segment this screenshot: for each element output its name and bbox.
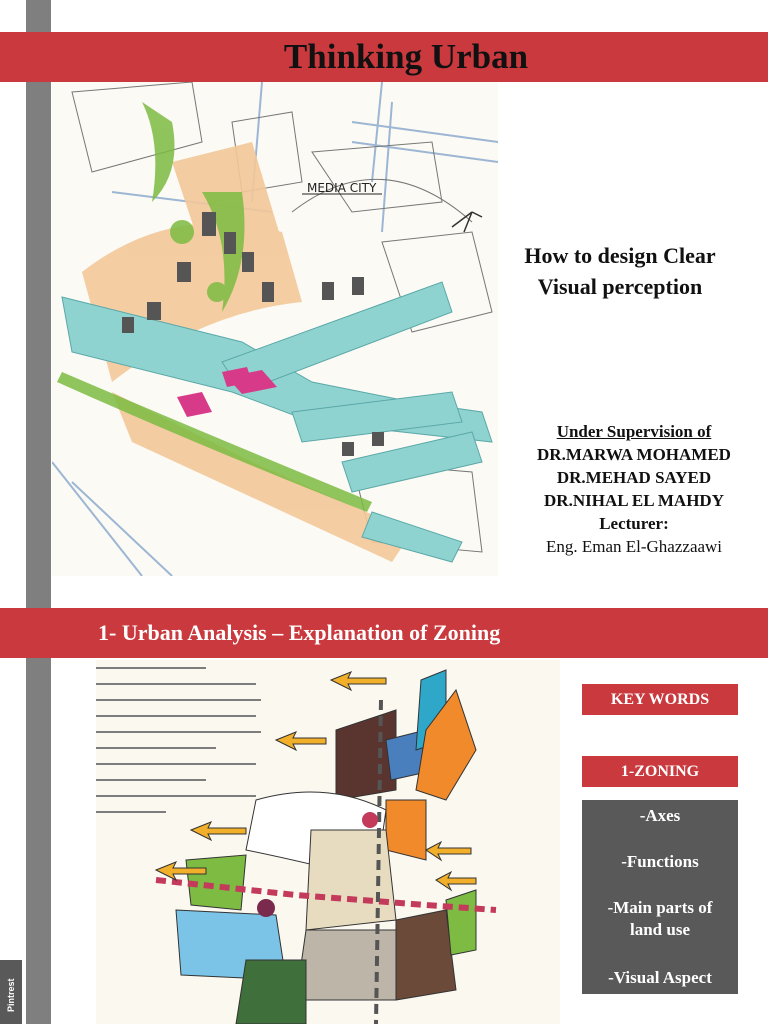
supervision-label: Under Supervision of <box>556 422 712 441</box>
zoning-map-drawing <box>96 660 560 1024</box>
media-city-label: MEDIA CITY <box>307 181 377 195</box>
presentation-heading <box>470 240 768 302</box>
keywords-list <box>582 800 738 994</box>
keywords-label: KEY WORDS <box>582 684 738 715</box>
supervisor-name: DR.MEHAD SAYED <box>556 468 712 487</box>
zoning-analysis-sketch <box>96 660 560 1024</box>
keyword-main-parts: -Main parts of <box>607 898 713 917</box>
watermark-badge <box>0 960 22 1024</box>
left-gray-stripe <box>26 0 51 1024</box>
page-title: Thinking Urban <box>283 37 529 76</box>
heading-line-1: How to design Clear <box>524 243 716 268</box>
keyword-visual-aspect: -Visual Aspect <box>608 968 712 987</box>
keyword-functions: -Functions <box>621 852 699 871</box>
keyword-axes: -Axes <box>639 806 681 825</box>
lecturer-label: Lecturer: <box>599 514 669 533</box>
heading-line-2: Visual perception <box>537 274 703 299</box>
media-city-plan-drawing <box>52 82 498 576</box>
supervisor-name: DR.NIHAL EL MAHDY <box>544 491 724 510</box>
urban-plan-sketch-top <box>52 82 498 576</box>
supervision-block <box>510 420 758 558</box>
keyword-land-use: land use <box>630 920 690 939</box>
zoning-label: 1-ZONING <box>582 756 738 787</box>
watermark-text: Pintrest <box>6 978 16 1012</box>
supervisor-name: DR.MARWA MOHAMED <box>537 445 731 464</box>
section-title: 1- Urban Analysis – Explanation of Zoning <box>98 620 501 645</box>
lecturer-name: Eng. Eman El-Ghazzaawi <box>545 537 723 556</box>
